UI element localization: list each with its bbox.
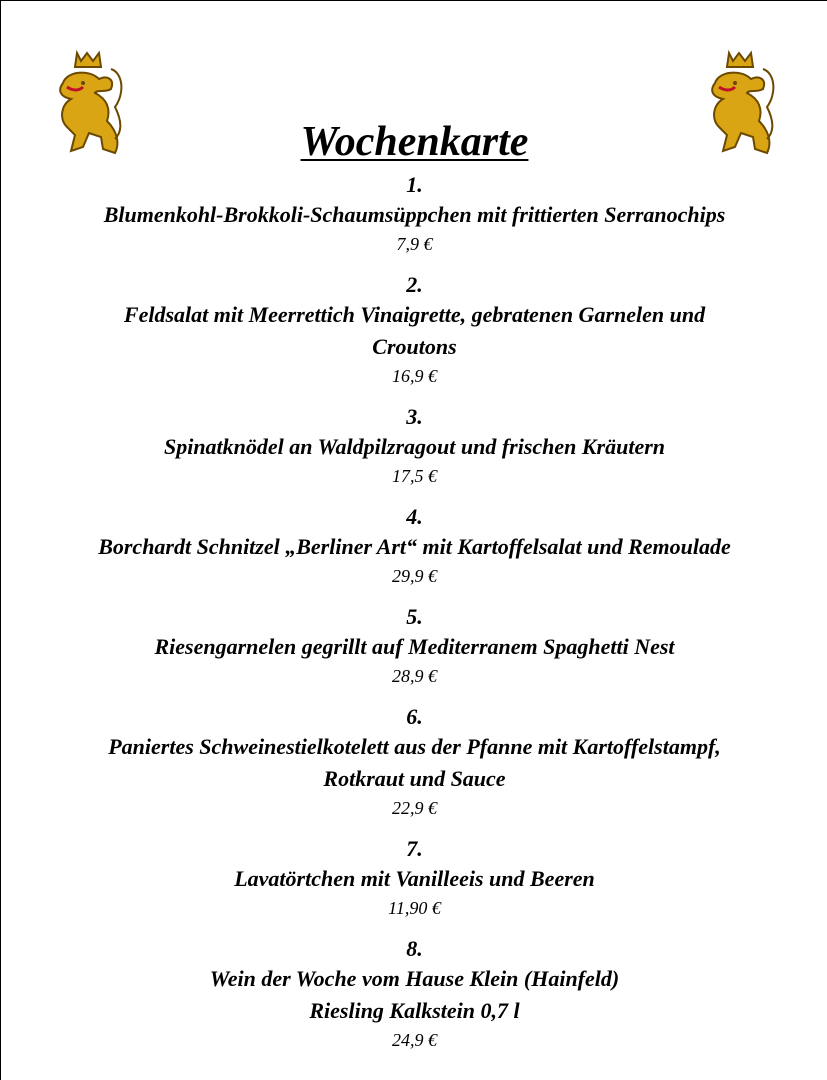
- menu-item-number: 2.: [406, 272, 423, 297]
- menu-list: [41, 171, 788, 1067]
- menu-item-number: 3.: [406, 404, 423, 429]
- menu-item: [41, 171, 788, 257]
- menu-item-number: 8.: [406, 936, 423, 961]
- menu-item-price: 24,9 €: [392, 1030, 437, 1050]
- menu-item-price: 28,9 €: [392, 666, 437, 686]
- menu-item-dish: Croutons: [372, 334, 457, 359]
- menu-item-dish: Riesengarnelen gegrillt auf Mediterranem Spaghetti Nest: [154, 634, 675, 659]
- menu-item-dish: Paniertes Schweinestielkotelett aus der Pfanne mit Kartoffelstampf,: [108, 734, 721, 759]
- menu-item: [41, 503, 788, 589]
- menu-item-dish: Riesling Kalkstein 0,7 l: [309, 998, 520, 1023]
- menu-item-number: 7.: [406, 836, 423, 861]
- menu-item-number: 1.: [406, 172, 423, 197]
- menu-item-dish: Lavatörtchen mit Vanilleeis und Beeren: [234, 866, 595, 891]
- menu-item-dish: Blumenkohl-Brokkoli-Schaumsüppchen mit frittierten Serranochips: [103, 202, 726, 227]
- menu-item-dish: Borchardt Schnitzel „Berliner Art“ mit Kartoffelsalat und Remoulade: [98, 534, 731, 559]
- menu-item-number: 6.: [406, 704, 423, 729]
- menu-item: [41, 403, 788, 489]
- page-title: Wochenkarte: [300, 119, 529, 165]
- menu-item: [41, 935, 788, 1053]
- menu-item-price: 22,9 €: [392, 798, 437, 818]
- menu-item: [41, 271, 788, 389]
- menu-item-price: 29,9 €: [392, 566, 437, 586]
- menu-item-price: 11,90 €: [388, 898, 441, 918]
- menu-item-price: 17,5 €: [392, 466, 437, 486]
- menu-item-price: 7,9 €: [396, 234, 433, 254]
- menu-item: [41, 603, 788, 689]
- menu-item-price: 16,9 €: [392, 366, 437, 386]
- menu-item-dish: Rotkraut und Sauce: [323, 766, 506, 791]
- menu-item-dish: Spinatknödel an Waldpilzragout und frischen Kräutern: [163, 434, 666, 459]
- menu-item-number: 5.: [406, 604, 423, 629]
- menu-item: [41, 703, 788, 821]
- menu-item-dish: Wein der Woche vom Hause Klein (Hainfeld): [209, 966, 620, 991]
- menu-item-dish: Feldsalat mit Meerrettich Vinaigrette, gebratenen Garnelen und: [123, 302, 706, 327]
- menu-item: [41, 835, 788, 921]
- menu-item-number: 4.: [406, 504, 423, 529]
